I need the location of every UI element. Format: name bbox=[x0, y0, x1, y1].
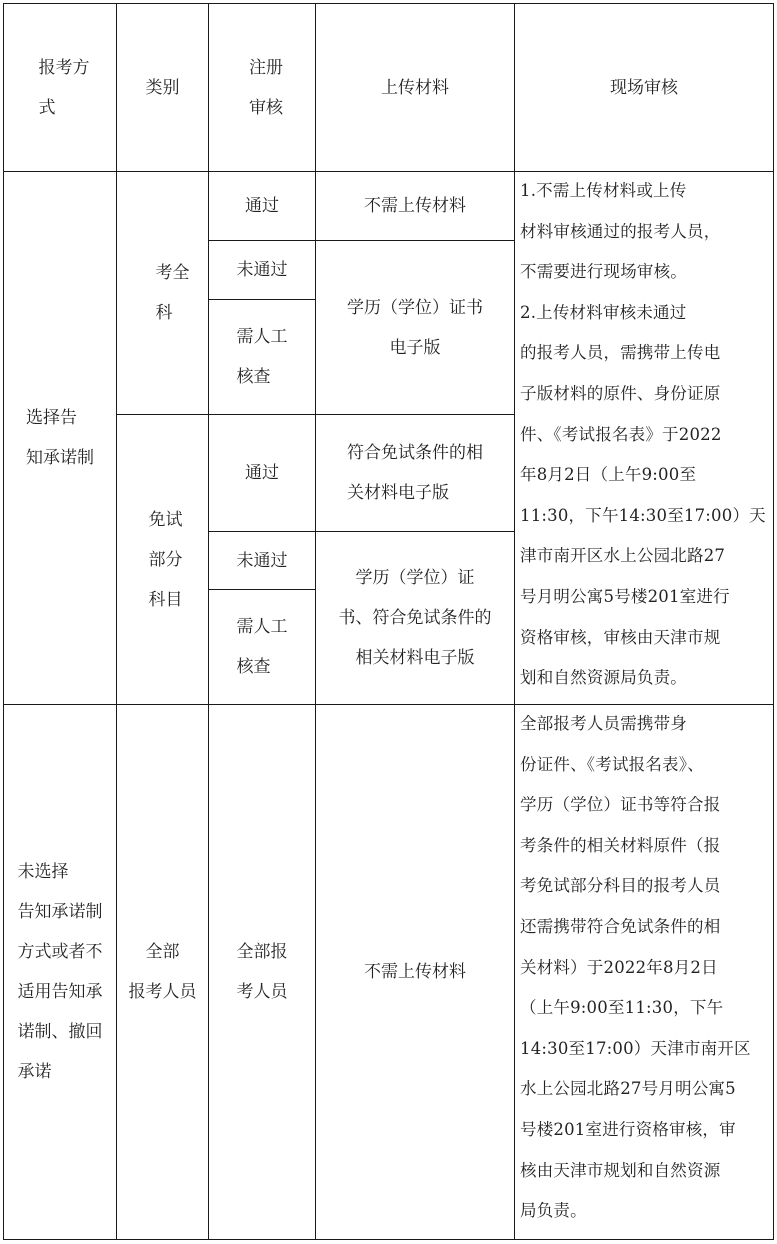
a-pass-material: 不需上传材料 bbox=[364, 196, 466, 216]
section1-onsite-text: 1.不需上传材料或上传 材料审核通过的报考人员， 不需要进行现场审核。 2.上传材料审核未通过 的报考人员，需携带上传电 子版材料的原件、身份证原 件、《考试报名表》于2022 年8月2日（上午9:00至 11:30，下午14:30至17:00）天 津市南开区水上公园北路27 号月明公寓5号楼201室进行 资格审核，审核由天津市规 划和自然资源局负责。 bbox=[520, 181, 766, 688]
grid-line bbox=[3, 1239, 774, 1240]
header-onsite: 现场审核 bbox=[610, 77, 678, 98]
header-method: 报考方 式 bbox=[38, 57, 90, 118]
header-material: 上传材料 bbox=[381, 77, 449, 98]
b-other-material: 学历（学位）证 书、符合免试条件的 相关材料电子版 bbox=[338, 568, 492, 668]
a-review-manual: 需人工 核查 bbox=[236, 327, 288, 387]
grid-line bbox=[514, 3, 515, 1240]
section2-onsite-text: 全部报考人员需携带身 份证件、《考试报名表》、 学历（学位）证书等符合报 考条件的相关材料原件（报 考免试部分科目的报考人员 还需携带符合免试条件的相 关材料）于2022年8月2日 （上午9:00至11:30，下午 14:30至17:00）天津市南开区 水上公园北路27号月明公寓5 号楼201室进行资格审核，审 核由天津市规划和自然资源 局负责。 bbox=[520, 714, 751, 1221]
section2-review: 全部报 考人员 bbox=[236, 942, 288, 1002]
section1-category-exempt: 免试 部分 科目 bbox=[148, 509, 183, 610]
a-review-pass: 通过 bbox=[245, 196, 279, 216]
b-review-manual: 需人工 核查 bbox=[236, 617, 288, 677]
a-other-material: 学历（学位）证书 电子版 bbox=[347, 297, 483, 358]
b-review-pass: 通过 bbox=[245, 463, 279, 483]
section2-category: 全部 报考人员 bbox=[128, 942, 197, 1002]
section1-category-full: 考全 科 bbox=[155, 263, 190, 323]
b-pass-material: 符合免试条件的相 关材料电子版 bbox=[347, 443, 483, 503]
section2-method: 未选择 告知承诺制 方式或者不 适用告知承 诺制、撤回 承诺 bbox=[17, 862, 103, 1082]
a-review-fail: 未通过 bbox=[236, 260, 288, 280]
b-review-fail: 未通过 bbox=[236, 550, 288, 571]
grid-line bbox=[773, 3, 774, 1240]
header-category: 类别 bbox=[145, 77, 180, 98]
section2-material: 不需上传材料 bbox=[364, 962, 466, 982]
section1-method: 选择告 知承诺制 bbox=[26, 408, 94, 468]
header-review: 注册 审核 bbox=[249, 57, 283, 118]
